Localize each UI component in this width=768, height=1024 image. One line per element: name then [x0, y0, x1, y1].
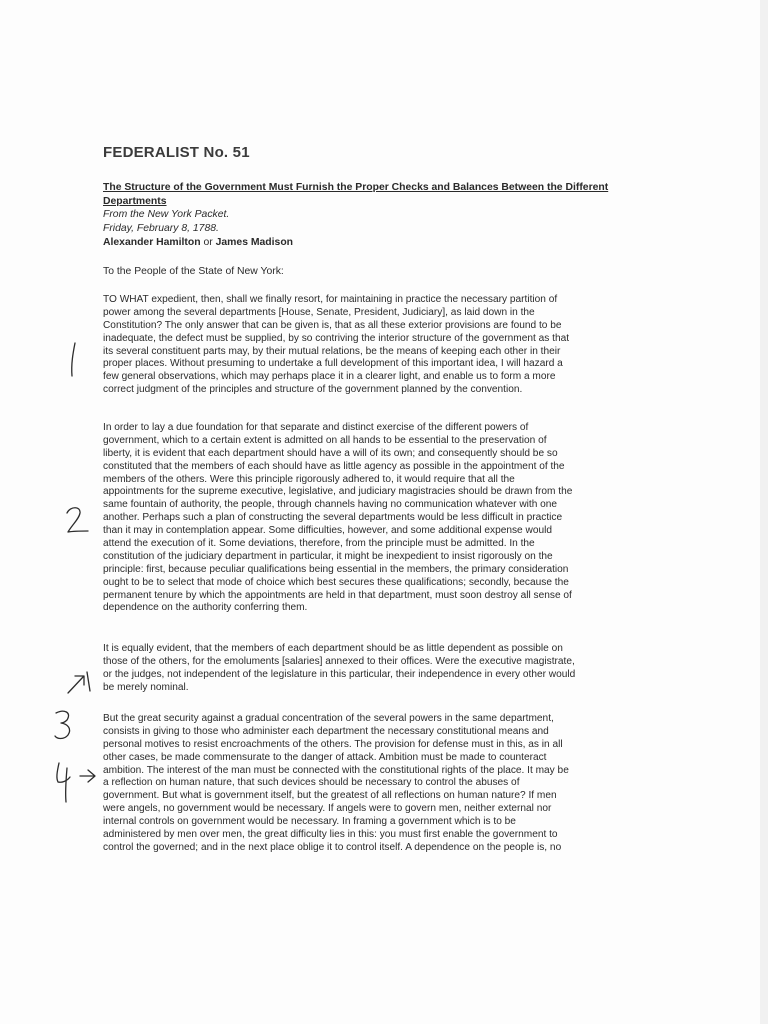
text-line: appointments for the supreme executive, legislative, and judiciary magistracies should be drawn from the	[103, 486, 573, 498]
margin-note-arrow	[64, 667, 100, 697]
text-line: same fountain of authority, the people, through channels having no communication whatever with one	[103, 499, 558, 511]
text-line: those of the others, for the emoluments [salaries] annexed to their offices. Were the executive magistrate,	[103, 655, 575, 667]
paragraph-1	[103, 294, 655, 397]
text-line: It is equally evident, that the members of each department should be as little dependent as possible on	[103, 643, 563, 654]
text-line: administered by men over men, the great difficulty lies in this: you must first enable the government to	[103, 829, 558, 841]
text-line: dependence on the authority conferring them.	[103, 602, 308, 614]
text-line: ambition. The interest of the man must be connected with the constitutional rights of the place. It may be	[103, 764, 569, 776]
text-line: power among the several departments [House, Senate, President, Judiciary], as laid down in the	[103, 306, 535, 318]
text-line: liberty, it is evident that each department should have a will of its own; and consequently should be so	[103, 447, 558, 459]
text-line: attend the execution of it. Some deviations, therefore, from the principle must be admitted. In the	[103, 538, 535, 550]
document-subtitle: The Structure of the Government Must Furnish the Proper Checks and Balances Between the Different Departments	[103, 182, 609, 207]
text-line: another. Perhaps such a plan of constructing the several departments would be less difficult in practice	[103, 512, 563, 524]
paragraph-2	[103, 422, 655, 615]
text-line: ought to be to select that mode of choice which best secures these qualifications; secondly, because the	[103, 576, 569, 588]
text-line: inadequate, the defect must be supplied, by so contriving the interior structure of the government as that	[103, 332, 570, 344]
text-line: principle: first, because peculiar qualifications being essential in the members, the primary consideration	[103, 563, 569, 575]
text-line: TO WHAT expedient, then, shall we finally resort, for maintaining in practice the necessary partition of	[103, 294, 558, 305]
text-line: a reflection on human nature, that such devices should be necessary to control the abuses of	[103, 777, 520, 789]
paragraph-4	[103, 713, 655, 855]
text-line: other cases, be made commensurate to the danger of attack. Ambition must be made to counteract	[103, 751, 547, 763]
source-line: From the New York Packet.	[103, 209, 230, 220]
text-line: In order to lay a due foundation for that separate and distinct exercise of the different powers of	[103, 422, 529, 433]
date-line: Friday, February 8, 1788.	[103, 223, 219, 234]
margin-note-3	[50, 707, 78, 743]
text-line: control the governed; and in the next place oblige it to control itself. A dependence on the people is, no	[103, 841, 562, 853]
text-line: correct judgment of the principles and structure of the government planned by the convention.	[103, 384, 523, 396]
margin-note-4	[50, 758, 106, 808]
text-line: constitution of the judiciary department in particular, it might be inexpedient to insist rigorously on the	[103, 550, 553, 562]
text-line: were angels, no government would be necessary. If angels were to govern men, neither external nor	[103, 803, 552, 815]
text-line: personal motives to resist encroachments of the others. The provision for defense must in this, as in all	[103, 738, 563, 750]
text-line: few general observations, which may perhaps place it in a clearer light, and enable us to form a more	[103, 371, 556, 383]
text-line: But the great security against a gradual concentration of the several powers in the same department,	[103, 713, 554, 724]
text-line: be merely nominal.	[103, 681, 189, 693]
author-madison: James Madison	[215, 237, 294, 248]
margin-note-1	[64, 340, 86, 380]
author-line	[103, 236, 293, 250]
paragraph-3	[103, 643, 655, 695]
text-line: members of the others. Were this principle rigorously adhered to, it would require that all the	[103, 473, 515, 485]
author-separator: or	[203, 237, 213, 248]
text-line: constituted that the members of each should have as little agency as possible in the appointment of the	[103, 460, 565, 472]
text-line: permanent tenure by which the appointments are held in that department, must soon destroy all sense of	[103, 589, 572, 601]
text-line: government. But what is government itself, but the greatest of all reflections on human nature? If men	[103, 790, 557, 802]
document-title: FEDERALIST No. 51	[103, 144, 250, 161]
text-line: Constitution? The only answer that can be given is, that as all these exterior provisions are found to be	[103, 319, 562, 331]
salutation: To the People of the State of New York:	[103, 266, 284, 277]
text-line: consists in giving to those who administer each department the necessary constitutional means and	[103, 725, 549, 737]
text-line: than it may in contemplation appear. Some difficulties, however, and some additional expense would	[103, 525, 552, 537]
text-line: internal controls on government would be necessary. In framing a government which is to be	[103, 816, 516, 828]
text-line: or the judges, not independent of the legislature in this particular, their independence in every other would	[103, 668, 576, 680]
margin-note-2	[60, 503, 94, 537]
text-line: proper places. Without presuming to undertake a full development of this important idea, I will hazard a	[103, 358, 563, 370]
author-hamilton: Alexander Hamilton	[103, 237, 201, 248]
text-line: government, which to a certain extent is admitted on all hands to be essential to the preservation of	[103, 434, 547, 446]
text-line: its several constituent parts may, by their mutual relations, be the means of keeping each other in their	[103, 345, 561, 357]
page-edge	[760, 0, 768, 1024]
